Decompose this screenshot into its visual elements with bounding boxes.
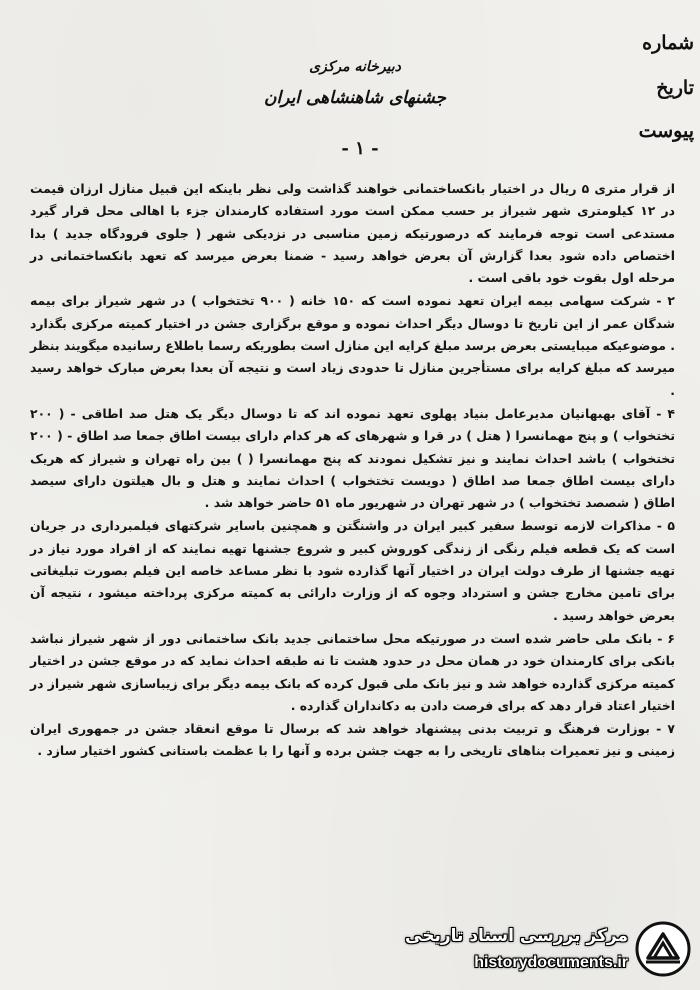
letterhead-organization: جشنهای شاهنشاهی ایران xyxy=(263,88,446,108)
paragraph-5: ۵ - مذاکرات لازمه توسط سفیر کبیر ایران در واشنگتن و همچنین باسایر شرکتهای فیلمبرداری در جریان است که یک قطعه فیلم رنگی از زندگی کوروش کبیر و شروع جشنها تهیه نمایند که از افراد مورد نیاز در تهیه جشنها از طرف دولت ایران در اختیار آنها گذارده شود با نظر مساعد خاصه این فیلم بصورت تبلیغاتی برای تامین مخارج جشن و استرداد وجوه که از وزارت دارائی به کمیته مرکزی پرداخته میشود ، نتیجه آن بعرض خواهد رسید . xyxy=(30,518,675,623)
form-labels xyxy=(634,28,694,167)
archive-emblem-icon xyxy=(634,920,692,978)
form-label-number: شماره xyxy=(642,32,694,54)
paragraph-4: ۴ - آقای بهبهانیان مدیرعامل بنیاد پهلوی تعهد نموده اند که تا دوسال دیگر یک هتل صد اطاقی - ( ۲۰۰ تختخواب ) و پنج مهمانسرا ( هتل ) در قرا و شهرهای که هر کدام دارای بیست اطاق جمعا صد اطاق - ( ۲۰۰ تختخواب ) باشد احداث نمایند و نیز تشکیل نمودند که پنج مهمانسرا ( ) بین راه تهران و شیراز که هریک دارای بیست اطاق جمعا صد اطاق ( دویست تختخواب ) احداث نمایند و هتل و بال هیلتون دارای سیصد اطاق ( شصصد تختخواب ) در شهر تهران در شهریور ماه ۵۱ حاضر خواهد شد . xyxy=(30,405,675,511)
paragraph-6: ۶ - بانک ملی حاضر شده است در صورتیکه محل ساختمانی جدید بانک ساختمانی دور از شهر شیراز نباشد بانکی برای کارمندان خود در همان محل در حدود هشت تا نه طبقه احداث نماید که در موقع جشن در اختیار کمیته مرکزی گذارده خواهد شد و نیز بانک ملی قبول کرده که بانک بیمه دیگر برای زیباسازی شهر شیراز در اختیار اعتاد قرار دهد که برای فرصت دادن به دکانداران گذارده . xyxy=(29,630,675,713)
watermark-title: مرکز بررسی اسناد تاریخی xyxy=(405,926,628,946)
paragraph-7: ۷ - بوزارت فرهنگ و تربیت بدنی پیشنهاد خواهد شد که برسال تا موقع انعقاد جشن در جمهوری ایران زمینی و نیز تعمیرات بناهای تاریخی را به جهت جشن برده و آنها را با عظمت باستانی کشور اختیار سازد . xyxy=(30,721,675,759)
document-body xyxy=(30,178,675,763)
page-number: - ۱ - xyxy=(341,138,379,159)
letterhead-office: دبیرخانه مرکزی xyxy=(309,59,401,75)
letterhead xyxy=(240,58,470,110)
form-label-date: تاریخ xyxy=(656,77,694,99)
paragraph-1: از قرار متری ۵ ریال در اختیار بانکساختمانی خواهند گذاشت ولی نظر باینکه این قبیل منازل ارزان قیمت در ۱۲ کیلومتری شهر شیراز بر حسب ممکن است مورد استفاده کارمندان جزء با اهالی محل قرار گیرد مستدعی است توجه فرمایند که درصورتیکه زمین مناسبی در نزدیکی شهر ( جلوی فرودگاه جدید ) بدا اختصاص داده شود بعدا گزارش آن بعرض خواهد رسید - ضمنا بعرض میرسد که تعهد بانکساختمانی در مرحله اول بقوت خود باقی است . xyxy=(30,181,675,286)
watermark-url: historydocuments.ir xyxy=(474,954,628,971)
watermark xyxy=(405,916,692,982)
form-label-attachment: پیوست xyxy=(638,120,694,142)
paragraph-2: ۲ - شرکت سهامی بیمه ایران تعهد نموده است که ۱۵۰ خانه ( ۹۰۰ تختخواب ) در شهر شیراز برای بیمه شدگان عمر از این تاریخ تا دوسال دیگر احداث نموده و موقع برگزاری جشن در اختیار کمیته مرکزی بگذارد . موضوعیکه میبایستی بعرض برسد مبلغ کرایه این منازل است بطوریکه رسما باطلاع رسانیده میگویند بنظر میرسد که مبلغ کرایه برای مستأجرین منازل تا حدودی زیاد است و نتیجه آن بعدا بعرض مبارک خواهد رسید . xyxy=(30,293,675,398)
